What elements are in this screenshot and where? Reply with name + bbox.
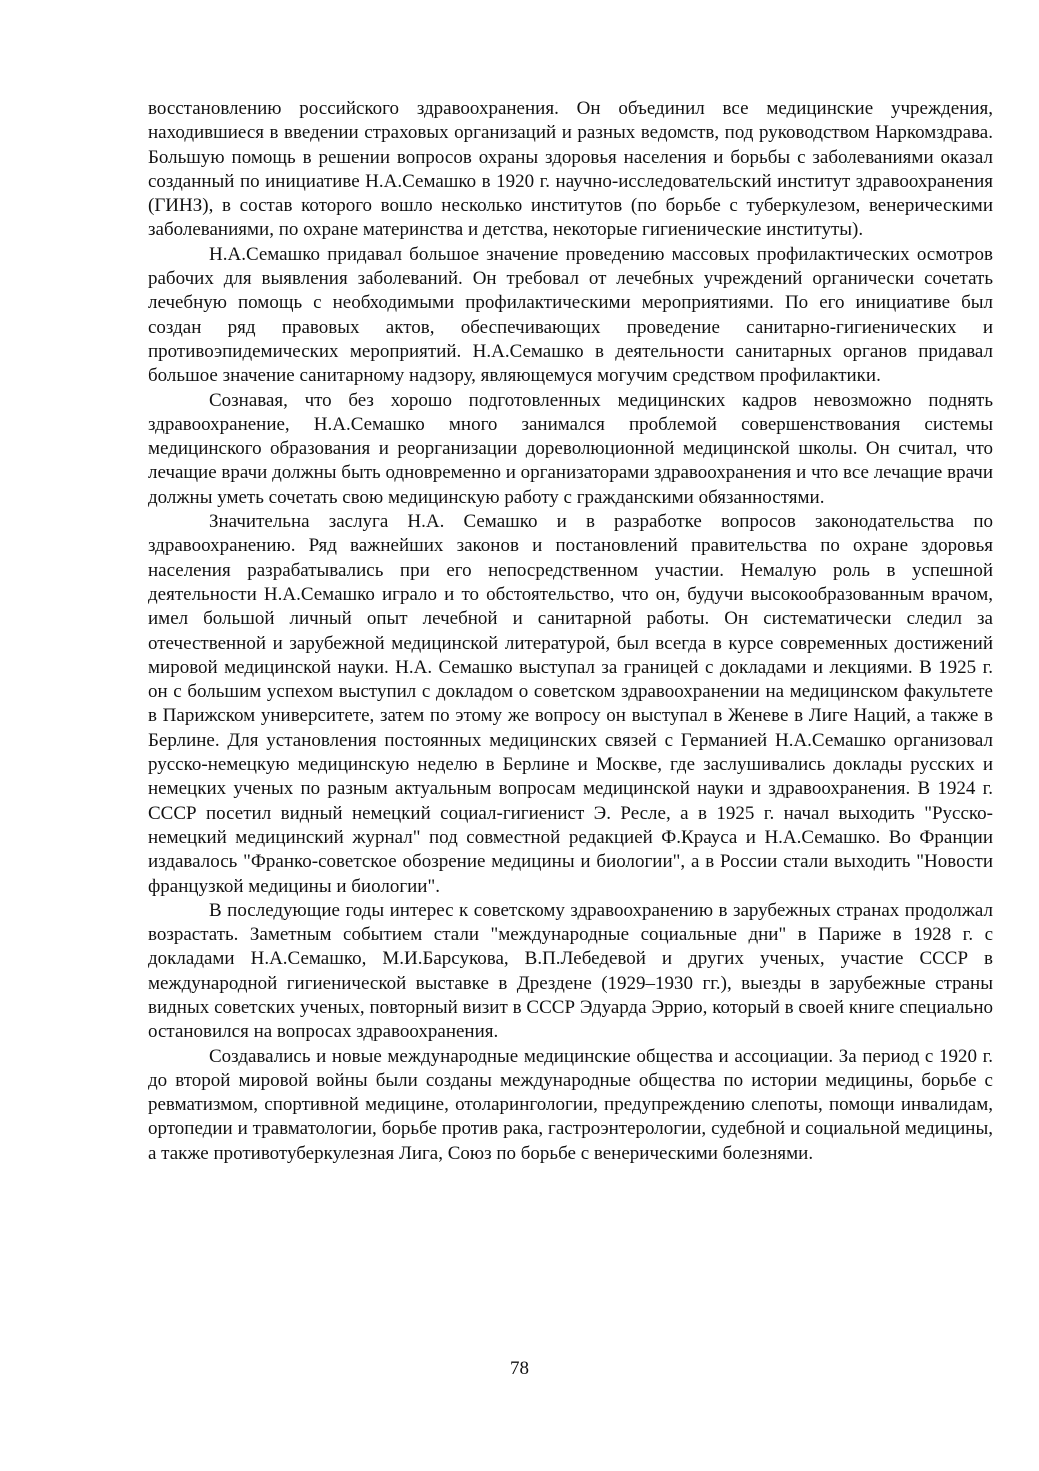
paragraph-6: Создавались и новые международные медицинские общества и ассоциации. За период с 1920 г. до второй мировой войны были созданы международные общества по истории медицины, борьбе с ревматизмом, спортивной медицине, отоларингологии, предупреждению слепоты, помощи инвалидам, ортопедии и травматологии, борьбе против рака, гастроэнтерологии, судебной и социальной медицины, а также противотуберкулезная Лига, Союз по борьбе с венерическими болезнями. xyxy=(148,1045,993,1164)
paragraph-2: Н.А.Семашко придавал большое значение проведению массовых профилактических осмотров рабочих для выявления заболеваний. Он требовал от лечебных учреждений органически сочетать лечебную помощь с необходимыми профилактическими мероприятиями. По его инициативе был создан ряд правовых актов, обеспечивающих проведение санитарно-гигиенических и противоэпидемических мероприятий. Н.А.Семашко в деятельности санитарных органов придавал большое значение санитарному надзору, являющемуся могучим средством профилактики. xyxy=(148,243,993,387)
paragraph-3: Сознавая, что без хорошо подготовленных медицинских кадров невозможно поднять здравоохранение, Н.А.Семашко много занимался проблемой совершенствования системы медицинского образования и реорганизации дореволюционной медицинской школы. Он считал, что лечащие врачи должны быть одновременно и организаторами здравоохранения и что все лечащие врачи должны уметь сочетать свою медицинскую работу с гражданскими обязанностями. xyxy=(148,389,993,508)
paragraph-4: Значительна заслуга Н.А. Семашко и в разработке вопросов законодательства по здравоохранению. Ряд важнейших законов и постановлений правительства по охране здоровья населения разрабатывались при его непосредственном участии. Немалую роль в успешной деятельности Н.А.Семашко играло и то обстоятельство, что он, будучи высокообразованным врачом, имел большой личный опыт лечебной и санитарной работы. Он систематически следил за отечественной и зарубежной медицинской литературой, был всегда в курсе современных достижений мировой медицинской науки. Н.А. Семашко выступал за границей с докладами и лекциями. В 1925 г. он с большим успехом выступил с докладом о советском здравоохранении на медицинском факультете в Парижском университете, затем по этому же вопросу он выступал в Женеве в Лиге Наций, а также в Берлине. Для установления постоянных медицинских связей с Германией Н.А.Семашко организовал русско-немецкую медицинскую неделю в Берлине и Москве, где заслушивались доклады русских и немецких ученых по разным актуальным вопросам медицинской науки и здравоохранения. В 1924 г. СССР посетил видный немецкий социал-гигиенист Э. Ресле, а в 1925 г. начал выходить "Русско-немецкий медицинский журнал" под совместной редакцией Ф.Крауса и Н.А.Семашко. Во Франции издавалось "Франко-советское обозрение медицины и биологии", а в России стали выходить "Новости французкой медицины и биологии". xyxy=(148,511,993,897)
page-number: 78 xyxy=(510,1358,529,1379)
paragraph-1: восстановлению российского здравоохранения. Он объединил все медицинские учреждения, находившиеся в введении страховых организаций и разных ведомств, под руководством Наркомздрава. Большую помощь в решении вопросов охраны здоровья населения и борьбы с заболеваниями оказал созданный по инициативе Н.А.Семашко в 1920 г. научно-исследовательский институт здравоохранения (ГИНЗ), в состав которого вошло несколько институтов (по борьбе с туберкулезом, венерическими заболеваниями, по охране материнства и детства, некоторые гигиенические институты). xyxy=(148,98,993,241)
page-body xyxy=(148,97,993,1166)
paragraph-5: В последующие годы интерес к советскому здравоохранению в зарубежных странах продолжал возрастать. Заметным событием стали "международные социальные дни" в Париже в 1928 г. с докладами Н.А.Семашко, М.И.Барсукова, В.П.Лебедевой и других ученых, участие СССР в международной гигиенической выставке в Дрездене (1929–1930 гг.), выезды в зарубежные страны видных советских ученых, повторный визит в СССР Эдуарда Эррио, который в своей книге специально остановился на вопросах здравоохранения. xyxy=(148,899,993,1043)
